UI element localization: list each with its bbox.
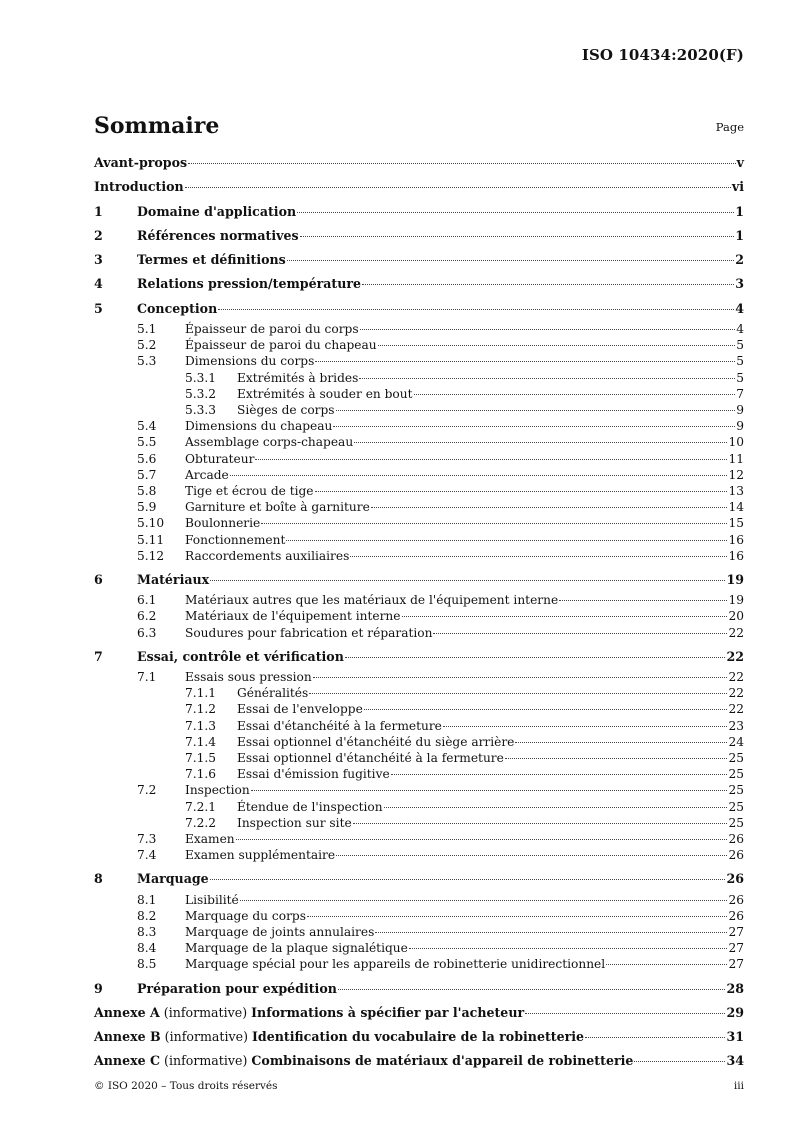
toc-entry-number: 5.9 bbox=[137, 500, 157, 515]
toc-entry-page: 15 bbox=[728, 516, 744, 531]
toc-entry-page: 9 bbox=[736, 403, 744, 418]
toc-entry-page: 26 bbox=[728, 831, 744, 846]
toc-entry-subsubsection[interactable] bbox=[94, 386, 744, 402]
toc-entry-subsubsection[interactable] bbox=[94, 370, 744, 386]
toc-entry-subsubsection[interactable] bbox=[94, 750, 744, 766]
toc-entry-page: 7 bbox=[736, 386, 744, 401]
toc-entry-page: 25 bbox=[728, 815, 744, 830]
dot-leader bbox=[286, 540, 727, 541]
toc-entry-title: Inspection sur site bbox=[237, 815, 352, 830]
toc-entry-title: Matériaux bbox=[137, 571, 210, 587]
toc-entry-subsection[interactable] bbox=[94, 467, 744, 483]
dot-leader bbox=[402, 616, 728, 617]
toc-entry-number: 5.8 bbox=[137, 483, 157, 498]
toc-entry-page: 12 bbox=[728, 467, 744, 482]
toc-entry-number: 5.4 bbox=[137, 419, 157, 434]
toc-entry-page: 19 bbox=[726, 571, 744, 587]
toc-entry-section[interactable] bbox=[94, 248, 744, 272]
toc-entry-number: 1 bbox=[94, 203, 103, 219]
dot-leader bbox=[414, 394, 736, 395]
toc-entry-title: Soudures pour fabrication et réparation bbox=[185, 625, 433, 640]
toc-entry-number: 7.1.4 bbox=[185, 734, 217, 749]
toc-entry-subsection[interactable] bbox=[94, 499, 744, 515]
toc-entry-number: 5.2 bbox=[137, 338, 157, 353]
toc-entry-title: Références normatives bbox=[137, 227, 299, 243]
toc-entry-title: Examen supplémentaire bbox=[185, 848, 336, 863]
toc-entry-subsection[interactable] bbox=[94, 592, 744, 608]
toc-entry-title: Essai de l'enveloppe bbox=[237, 702, 363, 717]
toc-entry-subsubsection[interactable] bbox=[94, 701, 744, 717]
toc-entry-title: Introduction bbox=[94, 179, 184, 195]
toc-entry-section[interactable] bbox=[94, 175, 744, 199]
toc-entry-subsection[interactable] bbox=[94, 625, 744, 641]
dot-leader bbox=[606, 964, 727, 965]
footer-page-number: iii bbox=[733, 1080, 744, 1092]
dot-leader bbox=[218, 309, 734, 310]
dot-leader bbox=[185, 187, 731, 188]
toc-entry-number: 5.3.1 bbox=[185, 370, 217, 385]
toc-entry-page: 28 bbox=[726, 980, 744, 996]
toc-entry-page: 10 bbox=[728, 435, 744, 450]
toc-entry-page: 25 bbox=[728, 750, 744, 765]
toc-entry-subsection[interactable] bbox=[94, 782, 744, 798]
toc-entry-number: 8.2 bbox=[137, 908, 157, 923]
toc-entry-page: 16 bbox=[728, 532, 744, 547]
toc-entry-title: Essai d'émission fugitive bbox=[237, 767, 390, 782]
dot-leader bbox=[287, 260, 734, 261]
toc-entry-number: 5.10 bbox=[137, 516, 165, 531]
toc-entry-subsection[interactable] bbox=[94, 353, 744, 369]
toc-entry-number: 4 bbox=[94, 276, 103, 292]
toc-entry-number: 8 bbox=[94, 871, 103, 887]
toc-entry-page: 26 bbox=[728, 908, 744, 923]
toc-entry-title: Préparation pour expédition bbox=[137, 980, 337, 996]
toc-entry-title: Épaisseur de paroi du chapeau bbox=[185, 338, 377, 353]
toc-entry-page: 27 bbox=[728, 924, 744, 939]
toc-entry-page: 22 bbox=[728, 686, 744, 701]
toc-entry-page: 27 bbox=[728, 957, 744, 972]
dot-leader bbox=[433, 633, 727, 634]
document-id-header: ISO 10434:2020(F) bbox=[581, 46, 744, 64]
toc-entry-title: Marquage du corps bbox=[185, 908, 306, 923]
toc-entry-title: Épaisseur de paroi du corps bbox=[185, 322, 359, 337]
toc-entry-page: 9 bbox=[736, 419, 744, 434]
toc-entry-number: 5.3.2 bbox=[185, 386, 217, 401]
toc-entry-page: vi bbox=[731, 179, 744, 195]
toc-entry-title: Conception bbox=[137, 300, 218, 316]
toc-entry-title: Obturateur bbox=[185, 451, 255, 466]
toc-entry-number: 8.4 bbox=[137, 941, 157, 956]
toc-entry-page: 5 bbox=[736, 370, 744, 385]
toc-entry-section[interactable] bbox=[94, 977, 744, 1001]
toc-entry-subsection[interactable] bbox=[94, 847, 744, 863]
toc-entry-number: 3 bbox=[94, 252, 103, 268]
toc-entry-subsubsection[interactable] bbox=[94, 815, 744, 831]
toc-entry-page: 5 bbox=[736, 338, 744, 353]
dot-leader bbox=[236, 839, 728, 840]
toc-entry-section[interactable] bbox=[94, 297, 744, 321]
toc-entry-page: 19 bbox=[728, 593, 744, 608]
toc-entry-title: Essai, contrôle et vérification bbox=[137, 648, 344, 664]
toc-entry-page: 2 bbox=[735, 252, 744, 268]
toc-entry-number: 7.2.2 bbox=[185, 815, 217, 830]
dot-leader bbox=[315, 491, 728, 492]
dot-leader bbox=[345, 657, 726, 658]
annex-label: Annexe B bbox=[94, 1029, 161, 1045]
toc-entry-number: 5 bbox=[94, 300, 103, 316]
dot-leader bbox=[315, 361, 735, 362]
toc-entry-subsubsection[interactable] bbox=[94, 799, 744, 815]
toc-entry-subsubsection[interactable] bbox=[94, 734, 744, 750]
toc-entry-annex[interactable] bbox=[94, 1049, 744, 1073]
toc-entry-title: Sièges de corps bbox=[237, 403, 335, 418]
toc-entry-subsection[interactable] bbox=[94, 956, 744, 972]
toc-entry-title: Assemblage corps-chapeau bbox=[185, 435, 354, 450]
dot-leader bbox=[378, 345, 736, 346]
toc-entry-number: 7.1.6 bbox=[185, 767, 217, 782]
toc-entry-subsection[interactable] bbox=[94, 434, 744, 450]
toc-entry-number: 7.2.1 bbox=[185, 799, 217, 814]
toc-entry-page: 20 bbox=[728, 609, 744, 624]
dot-leader bbox=[313, 677, 728, 678]
dot-leader bbox=[559, 600, 727, 601]
toc-title: Sommaire bbox=[94, 113, 220, 139]
toc-entry-page: 1 bbox=[735, 227, 744, 243]
toc-entry-section[interactable] bbox=[94, 867, 744, 891]
toc-entry-section[interactable] bbox=[94, 645, 744, 669]
dot-leader bbox=[505, 758, 728, 759]
toc-entry-subsection[interactable] bbox=[94, 321, 744, 337]
annex-kind: (informative) bbox=[163, 1004, 248, 1020]
toc-entry-number: 7 bbox=[94, 648, 103, 664]
dot-leader bbox=[359, 378, 735, 379]
toc-entry-number: 5.3.3 bbox=[185, 403, 217, 418]
toc-entry-number: 5.6 bbox=[137, 451, 157, 466]
toc-entry-subsection[interactable] bbox=[94, 337, 744, 353]
dot-leader bbox=[354, 442, 727, 443]
toc-entry-section[interactable] bbox=[94, 224, 744, 248]
toc-entry-title: Marquage bbox=[137, 871, 209, 887]
toc-entry-title: Essai d'étanchéité à la fermeture bbox=[237, 718, 442, 733]
dot-leader bbox=[350, 556, 727, 557]
dot-leader bbox=[210, 879, 726, 880]
dot-leader bbox=[375, 932, 727, 933]
toc-entry-page: 14 bbox=[728, 500, 744, 515]
dot-leader bbox=[364, 709, 728, 710]
toc-entry-page: 26 bbox=[728, 892, 744, 907]
toc-entry-page: 25 bbox=[728, 799, 744, 814]
toc-entry-number: 7.1.2 bbox=[185, 702, 217, 717]
toc-entry-subsection[interactable] bbox=[94, 669, 744, 685]
toc-entry-subsection[interactable] bbox=[94, 532, 744, 548]
toc-entry-section[interactable] bbox=[94, 272, 744, 296]
dot-leader bbox=[360, 329, 736, 330]
toc-entry-number: 5.7 bbox=[137, 467, 157, 482]
annex-kind: (informative) bbox=[164, 1053, 248, 1069]
toc-entry-title: Matériaux de l'équipement interne bbox=[185, 609, 401, 624]
toc-entry-title: Garniture et boîte à garniture bbox=[185, 500, 370, 515]
toc-entry-subsection[interactable] bbox=[94, 483, 744, 499]
toc-entry-page: 26 bbox=[728, 848, 744, 863]
toc-entry-page: 1 bbox=[735, 203, 744, 219]
table-of-contents bbox=[94, 151, 744, 1074]
toc-entry-subsubsection[interactable] bbox=[94, 402, 744, 418]
toc-entry-number: 8.3 bbox=[137, 924, 157, 939]
annex-title: Informations à spécifier par l'acheteur bbox=[251, 1004, 525, 1020]
dot-leader bbox=[300, 236, 735, 237]
dot-leader bbox=[371, 507, 728, 508]
toc-entry-title: Généralités bbox=[237, 686, 309, 701]
dot-leader bbox=[188, 163, 736, 164]
dot-leader bbox=[297, 212, 734, 213]
toc-entry-annex[interactable] bbox=[94, 1025, 744, 1049]
dot-leader bbox=[409, 948, 728, 949]
toc-entry-title: Extrémités à souder en bout bbox=[237, 386, 413, 401]
toc-entry-title: Examen bbox=[185, 831, 235, 846]
toc-entry-page: v bbox=[736, 155, 744, 170]
toc-entry-number: 7.3 bbox=[137, 831, 157, 846]
toc-entry-subsubsection[interactable] bbox=[94, 718, 744, 734]
dot-leader bbox=[353, 823, 728, 824]
toc-entry-title: Marquage de joints annulaires bbox=[185, 924, 375, 939]
toc-entry-number: 7.1.3 bbox=[185, 718, 217, 733]
toc-entry-page: 4 bbox=[735, 300, 744, 316]
toc-entry-title-group bbox=[94, 1001, 524, 1025]
toc-entry-annex[interactable] bbox=[94, 1001, 744, 1025]
toc-entry-title-group bbox=[94, 1025, 584, 1049]
annex-kind: (informative) bbox=[164, 1029, 249, 1045]
toc-entry-title-group bbox=[94, 1049, 633, 1073]
toc-entry-subsection[interactable] bbox=[94, 418, 744, 434]
toc-entry-number: 6.3 bbox=[137, 625, 157, 640]
toc-entry-title: Inspection bbox=[185, 783, 250, 798]
toc-entry-page: 25 bbox=[728, 767, 744, 782]
toc-entry-page: 22 bbox=[728, 670, 744, 685]
toc-entry-section[interactable] bbox=[94, 568, 744, 592]
toc-entry-section[interactable] bbox=[94, 151, 744, 175]
toc-entry-page: 11 bbox=[728, 451, 744, 466]
dot-leader bbox=[515, 742, 727, 743]
toc-entry-number: 5.11 bbox=[137, 532, 165, 547]
toc-entry-page: 23 bbox=[728, 718, 744, 733]
toc-entry-subsection[interactable] bbox=[94, 924, 744, 940]
page-column-label: Page bbox=[715, 120, 744, 134]
toc-entry-subsection[interactable] bbox=[94, 908, 744, 924]
toc-entry-number: 6 bbox=[94, 571, 103, 587]
toc-entry-title: Essais sous pression bbox=[185, 670, 312, 685]
toc-entry-title: Avant-propos bbox=[94, 155, 188, 170]
toc-entry-subsubsection[interactable] bbox=[94, 766, 744, 782]
dot-leader bbox=[525, 1013, 725, 1014]
dot-leader bbox=[251, 790, 728, 791]
toc-entry-number: 7.1.1 bbox=[185, 686, 217, 701]
toc-entry-number: 9 bbox=[94, 980, 103, 996]
toc-entry-number: 5.1 bbox=[137, 322, 157, 337]
toc-entry-subsection[interactable] bbox=[94, 515, 744, 531]
toc-entry-number: 7.1.5 bbox=[185, 750, 217, 765]
toc-entry-page: 22 bbox=[728, 702, 744, 717]
toc-entry-title: Matériaux autres que les matériaux de l'équipement interne bbox=[185, 593, 559, 608]
toc-entry-page: 16 bbox=[728, 548, 744, 563]
dot-leader bbox=[338, 989, 726, 990]
toc-entry-number: 7.4 bbox=[137, 848, 157, 863]
annex-label: Annexe A bbox=[94, 1004, 160, 1020]
toc-entry-title: Relations pression/température bbox=[137, 276, 362, 292]
toc-entry-page: 34 bbox=[726, 1053, 744, 1069]
toc-entry-title: Essai optionnel d'étanchéité à la fermeture bbox=[237, 750, 504, 765]
toc-entry-page: 22 bbox=[728, 625, 744, 640]
toc-entry-number: 7.1 bbox=[137, 670, 157, 685]
toc-entry-title: Dimensions du corps bbox=[185, 354, 315, 369]
toc-entry-number: 8.1 bbox=[137, 892, 157, 907]
dot-leader bbox=[261, 523, 727, 524]
toc-entry-subsubsection[interactable] bbox=[94, 685, 744, 701]
dot-leader bbox=[585, 1037, 725, 1038]
toc-entry-title: Arcade bbox=[185, 467, 229, 482]
toc-entry-title: Tige et écrou de tige bbox=[185, 483, 314, 498]
dot-leader bbox=[240, 900, 728, 901]
toc-entry-title: Essai optionnel d'étanchéité du siège arrière bbox=[237, 734, 515, 749]
dot-leader bbox=[336, 410, 736, 411]
toc-entry-subsection[interactable] bbox=[94, 940, 744, 956]
toc-entry-title: Termes et définitions bbox=[137, 252, 286, 268]
toc-entry-number: 5.3 bbox=[137, 354, 157, 369]
toc-entry-subsection[interactable] bbox=[94, 548, 744, 564]
toc-entry-page: 29 bbox=[726, 1004, 744, 1020]
dot-leader bbox=[362, 284, 734, 285]
toc-entry-page: 24 bbox=[728, 734, 744, 749]
toc-entry-title: Fonctionnement bbox=[185, 532, 286, 547]
toc-entry-number: 6.2 bbox=[137, 609, 157, 624]
dot-leader bbox=[333, 426, 735, 427]
toc-entry-title: Lisibilité bbox=[185, 892, 239, 907]
dot-leader bbox=[255, 459, 727, 460]
toc-entry-title: Étendue de l'inspection bbox=[237, 799, 383, 814]
toc-entry-number: 8.5 bbox=[137, 957, 157, 972]
toc-entry-number: 5.12 bbox=[137, 548, 165, 563]
toc-entry-page: 13 bbox=[728, 483, 744, 498]
toc-entry-title: Domaine d'application bbox=[137, 203, 297, 219]
dot-leader bbox=[336, 855, 727, 856]
dot-leader bbox=[443, 726, 728, 727]
toc-entry-number: 6.1 bbox=[137, 593, 157, 608]
toc-entry-number: 5.5 bbox=[137, 435, 157, 450]
dot-leader bbox=[210, 580, 725, 581]
toc-entry-title: Marquage spécial pour les appareils de robinetterie unidirectionnel bbox=[185, 957, 606, 972]
toc-entry-page: 4 bbox=[736, 322, 744, 337]
toc-entry-page: 26 bbox=[726, 871, 744, 887]
toc-entry-number: 7.2 bbox=[137, 783, 157, 798]
toc-entry-page: 5 bbox=[736, 354, 744, 369]
toc-entry-title: Dimensions du chapeau bbox=[185, 419, 333, 434]
toc-entry-subsection[interactable] bbox=[94, 831, 744, 847]
dot-leader bbox=[230, 475, 728, 476]
toc-entry-title: Extrémités à brides bbox=[237, 370, 359, 385]
toc-entry-subsection[interactable] bbox=[94, 451, 744, 467]
toc-entry-page: 31 bbox=[726, 1029, 744, 1045]
dot-leader bbox=[307, 916, 728, 917]
toc-entry-number: 2 bbox=[94, 227, 103, 243]
toc-entry-title: Raccordements auxiliaires bbox=[185, 548, 350, 563]
toc-entry-page: 3 bbox=[735, 276, 744, 292]
annex-title: Identification du vocabulaire de la robinetterie bbox=[252, 1029, 585, 1045]
annex-label: Annexe C bbox=[94, 1053, 161, 1069]
dot-leader bbox=[384, 807, 728, 808]
toc-entry-subsection[interactable] bbox=[94, 608, 744, 624]
toc-entry-title: Marquage de la plaque signalétique bbox=[185, 941, 408, 956]
toc-entry-title: Boulonnerie bbox=[185, 516, 261, 531]
annex-title: Combinaisons de matériaux d'appareil de robinetterie bbox=[251, 1053, 634, 1069]
toc-entry-page: 27 bbox=[728, 941, 744, 956]
dot-leader bbox=[634, 1061, 725, 1062]
toc-entry-page: 25 bbox=[728, 783, 744, 798]
dot-leader bbox=[309, 693, 727, 694]
toc-entry-subsection[interactable] bbox=[94, 892, 744, 908]
toc-entry-page: 22 bbox=[726, 648, 744, 664]
dot-leader bbox=[391, 774, 728, 775]
footer-copyright: © ISO 2020 – Tous droits réservés bbox=[94, 1080, 278, 1092]
toc-entry-section[interactable] bbox=[94, 200, 744, 224]
